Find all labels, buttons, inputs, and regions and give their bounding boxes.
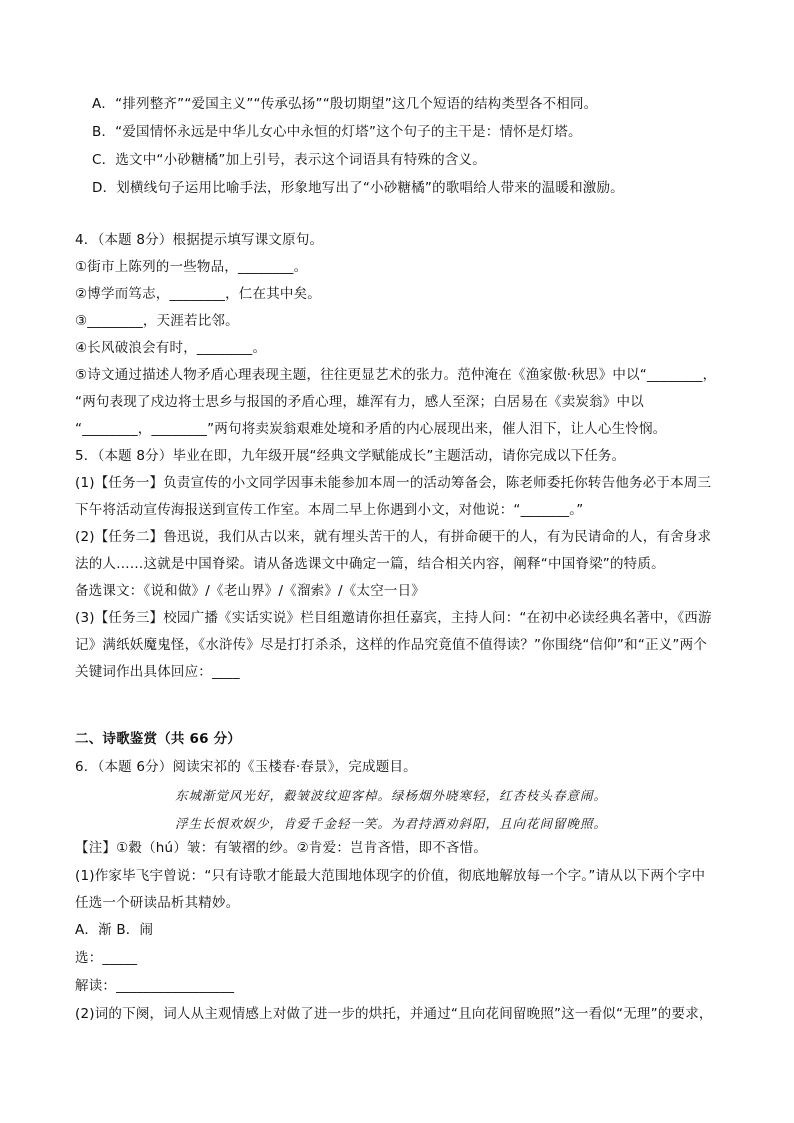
q5-line-7: 记》满纸妖魔鬼怪，《水浒传》尽是打打杀杀，这样的作品究竟值不值得读？”你围绕“信仰”和“正义”两个 [75,637,708,653]
q5-line-5: 备选课文：《说和做》/《老山界》/《溜索》/《太空一日》 [75,583,425,599]
q4-item-4: ④长风破浪会有时，________。 [75,340,267,356]
q6-choices: A．渐 B．闹 [75,922,154,938]
q5-line-1: (1)【任务一】负责宣传的小文同学因事未能参加本周一的活动筹备会，陈老师委托你转告他务必于本周三 [75,475,712,491]
q4-item-5-cont: “两句表现了戍边将士思乡与报国的矛盾心理，雄浑有力，感人至深；白居易在《卖炭翁》中以 [75,394,644,410]
option-d: D．划横线句子运用比喻手法，形象地写出了“小砂糖橘”的歌唱给人带来的温暖和激励。 [92,180,624,196]
q6-note: 【注】①縠（hú）皱：有皱褶的纱。②肯爱：岂肯吝惜，即不吝惜。 [75,840,488,856]
q5-line-3: (2)【任务二】鲁迅说，我们从古以来，就有埋头苦干的人，有拼命硬干的人，有为民请命的人，有舍身求 [75,529,712,545]
q6-analysis-blank: 解读：_________________ [75,978,235,994]
q4-title: 4．（本题 8分）根据提示填写课文原句。 [75,232,324,248]
q5-line-6: (3)【任务三】校园广播《实话实说》栏目组邀请你担任嘉宾，主持人问：“在初中必读经典名著中，《西游 [75,610,712,626]
q4-item-5-cont2: “________，________”两句将卖炭翁艰难处境和矛盾的内心展现出来，催人泪下，让人心生怜悯。 [75,421,667,437]
q5-line-8: 关键词作出具体回应：____ [75,664,240,680]
q5-title: 5．（本题 8分）毕业在即，九年级开展“经典文学赋能成长”主题活动，请你完成以下任务。 [75,448,626,464]
option-a: A．“排列整齐”“爱国主义”“传承弘扬”“殷切期望”这几个短语的结构类型各不相同。 [92,96,598,112]
option-b: B．“爱国情怀永远是中华儿女心中永恒的灯塔”这个句子的主干是：情怀是灯塔。 [92,124,582,140]
q6-title: 6．（本题 6分）阅读宋祁的《玉楼春·春景》，完成题目。 [75,759,417,775]
q4-item-2: ②博学而笃志，________，仁在其中矣。 [75,286,322,302]
option-c: C．选文中“小砂糖橘”加上引号，表示这个词语具有特殊的含义。 [92,152,486,168]
q4-item-1: ①街市上陈列的一些物品，________。 [75,259,308,275]
q4-item-3: ③________，天涯若比邻。 [75,313,239,329]
q6-line-sub2: (2)词的下阕，词人从主观情感上对做了进一步的烘托，并通过“且向花间留晚照”这一看似“无理”的要求， [75,1006,713,1022]
q5-line-4: 法的人……这就是中国脊梁。请从备选课文中确定一篇，结合相关内容，阐释“中国脊梁”的特质。 [75,556,665,572]
section-heading: 二、诗歌鉴赏（共 66 分） [75,731,241,747]
poem-line-2: 浮生长恨欢娱少，肯爱千金轻一笑。为君持酒劝斜阳，且向花间留晚照。 [175,816,608,831]
q4-item-5: ⑤诗文通过描述人物矛盾心理表现主题，往往更显艺术的张力。范仲淹在《渔家傲·秋思》中以“________， [75,367,717,383]
q6-select-blank: 选：_____ [75,950,138,966]
q6-line-2: 任选一个研读品析其精妙。 [75,895,240,911]
q5-line-2: 下午将活动宣传海报送到宣传工作室。本周二早上你遇到小文，对他说：“_______。” [75,502,584,518]
q6-line-1: (1)作家毕飞宇曾说：“只有诗歌才能最大范围地体现字的价值，彻底地解放每一个字。”请从以下两个字中 [75,868,706,884]
poem-line-1: 东城渐觉风光好，縠皱波纹迎客棹。绿杨烟外晓寒轻，红杏枝头春意闹。 [175,788,608,803]
